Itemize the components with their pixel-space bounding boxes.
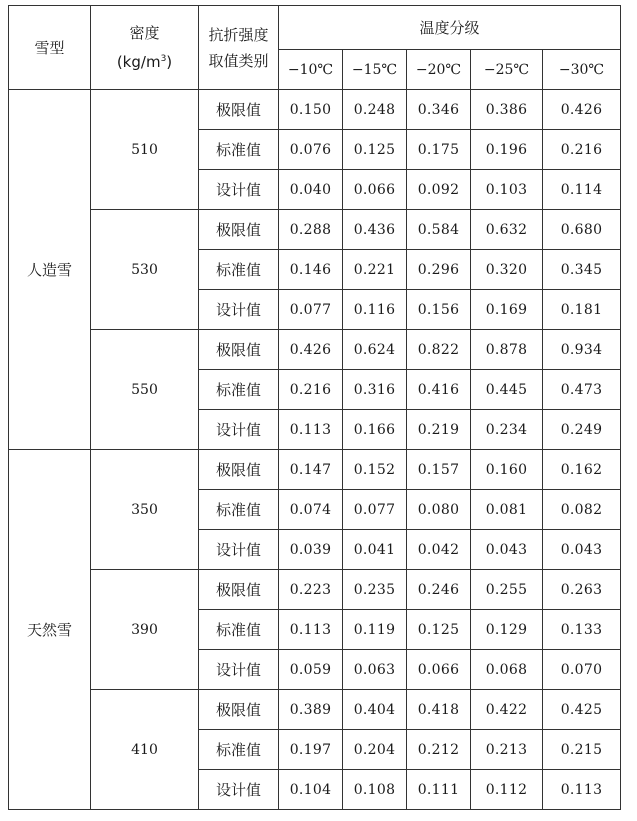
header-temp-group — [279, 6, 621, 50]
strength-value-cell: 0.223 — [279, 570, 343, 610]
strength-value-cell: 0.103 — [471, 170, 543, 210]
strength-value-cell: 0.112 — [471, 770, 543, 810]
header-strength-category — [199, 6, 279, 90]
strength-value-cell: 0.204 — [343, 730, 407, 770]
strength-value-cell: 0.175 — [407, 130, 471, 170]
strength-value-cell: 0.426 — [279, 330, 343, 370]
strength-value-cell: 0.092 — [407, 170, 471, 210]
strength-value-cell: 0.113 — [279, 410, 343, 450]
strength-category-cell: 极限值 — [199, 690, 279, 730]
strength-value-cell: 0.249 — [543, 410, 621, 450]
density-cell: 550 — [91, 330, 199, 450]
strength-value-cell: 0.235 — [343, 570, 407, 610]
strength-value-cell: 0.041 — [343, 530, 407, 570]
strength-category-cell: 极限值 — [199, 570, 279, 610]
strength-value-cell: 0.197 — [279, 730, 343, 770]
strength-value-cell: 0.125 — [343, 130, 407, 170]
strength-category-cell: 设计值 — [199, 650, 279, 690]
strength-value-cell: 0.426 — [543, 90, 621, 130]
strength-value-cell: 0.114 — [543, 170, 621, 210]
header-snow-type — [9, 6, 91, 90]
strength-value-cell: 0.169 — [471, 290, 543, 330]
density-cell: 530 — [91, 210, 199, 330]
header-strength-line2: 取值类别 — [208, 51, 269, 70]
strength-value-cell: 0.077 — [343, 490, 407, 530]
strength-value-cell: 0.255 — [471, 570, 543, 610]
strength-value-cell: 0.425 — [543, 690, 621, 730]
header-density-unit — [91, 46, 198, 75]
table-row — [9, 330, 621, 370]
strength-category-cell: 标准值 — [199, 370, 279, 410]
strength-value-cell: 0.288 — [279, 210, 343, 250]
strength-value-cell: 0.624 — [343, 330, 407, 370]
header-temp-group-label: 温度分级 — [419, 19, 480, 37]
header-snow-type-label: 雪型 — [34, 39, 65, 57]
strength-value-cell: 0.436 — [343, 210, 407, 250]
strength-value-cell: 0.181 — [543, 290, 621, 330]
strength-category-cell: 设计值 — [199, 170, 279, 210]
strength-value-cell: 0.077 — [279, 290, 343, 330]
strength-value-cell: 0.418 — [407, 690, 471, 730]
strength-value-cell: 0.215 — [543, 730, 621, 770]
strength-category-cell: 设计值 — [199, 290, 279, 330]
strength-value-cell: 0.248 — [343, 90, 407, 130]
strength-value-cell: 0.162 — [543, 450, 621, 490]
strength-category-cell: 极限值 — [199, 330, 279, 370]
strength-value-cell: 0.113 — [279, 610, 343, 650]
strength-category-cell: 设计值 — [199, 410, 279, 450]
strength-value-cell: 0.150 — [279, 90, 343, 130]
strength-value-cell: 0.213 — [471, 730, 543, 770]
strength-value-cell: 0.216 — [279, 370, 343, 410]
strength-value-cell: 0.822 — [407, 330, 471, 370]
density-cell: 410 — [91, 690, 199, 810]
table-body — [9, 90, 621, 810]
density-cell: 390 — [91, 570, 199, 690]
strength-value-cell: 0.039 — [279, 530, 343, 570]
strength-value-cell: 0.119 — [343, 610, 407, 650]
strength-value-cell: 0.043 — [543, 530, 621, 570]
strength-category-cell: 标准值 — [199, 730, 279, 770]
table-header — [9, 6, 621, 90]
strength-value-cell: 0.111 — [407, 770, 471, 810]
strength-value-cell: 0.129 — [471, 610, 543, 650]
strength-category-cell: 设计值 — [199, 770, 279, 810]
strength-value-cell: 0.680 — [543, 210, 621, 250]
strength-value-cell: 0.389 — [279, 690, 343, 730]
header-temp: −25℃ — [471, 50, 543, 90]
header-temp: −15℃ — [343, 50, 407, 90]
strength-value-cell: 0.108 — [343, 770, 407, 810]
strength-value-cell: 0.116 — [343, 290, 407, 330]
strength-value-cell: 0.345 — [543, 250, 621, 290]
strength-value-cell: 0.043 — [471, 530, 543, 570]
strength-value-cell: 0.080 — [407, 490, 471, 530]
header-temp: −30℃ — [543, 50, 621, 90]
table-row — [9, 450, 621, 490]
strength-value-cell: 0.040 — [279, 170, 343, 210]
strength-value-cell: 0.584 — [407, 210, 471, 250]
strength-value-cell: 0.934 — [543, 330, 621, 370]
strength-category-cell: 设计值 — [199, 530, 279, 570]
header-density-label: 密度 — [129, 24, 160, 42]
strength-value-cell: 0.104 — [279, 770, 343, 810]
snow-type-cell: 人造雪 — [9, 90, 91, 450]
strength-value-cell: 0.196 — [471, 130, 543, 170]
strength-value-cell: 0.125 — [407, 610, 471, 650]
strength-value-cell: 0.316 — [343, 370, 407, 410]
strength-value-cell: 0.216 — [543, 130, 621, 170]
strength-category-cell: 标准值 — [199, 490, 279, 530]
header-temp: −10℃ — [279, 50, 343, 90]
strength-value-cell: 0.219 — [407, 410, 471, 450]
table-row — [9, 210, 621, 250]
strength-value-cell: 0.068 — [471, 650, 543, 690]
strength-value-cell: 0.081 — [471, 490, 543, 530]
strength-value-cell: 0.146 — [279, 250, 343, 290]
strength-category-cell: 极限值 — [199, 450, 279, 490]
strength-value-cell: 0.632 — [471, 210, 543, 250]
strength-value-cell: 0.147 — [279, 450, 343, 490]
strength-value-cell: 0.156 — [407, 290, 471, 330]
strength-value-cell: 0.221 — [343, 250, 407, 290]
density-unit-close: ) — [166, 53, 173, 71]
strength-value-cell: 0.166 — [343, 410, 407, 450]
strength-category-cell: 标准值 — [199, 130, 279, 170]
header-temp: −20℃ — [407, 50, 471, 90]
table-row — [9, 90, 621, 130]
snow-type-cell: 天然雪 — [9, 450, 91, 810]
strength-value-cell: 0.066 — [343, 170, 407, 210]
density-unit-text: (kg/m — [116, 53, 161, 71]
density-cell: 510 — [91, 90, 199, 210]
strength-category-cell: 标准值 — [199, 250, 279, 290]
strength-value-cell: 0.416 — [407, 370, 471, 410]
strength-value-cell: 0.234 — [471, 410, 543, 450]
strength-value-cell: 0.059 — [279, 650, 343, 690]
strength-value-cell: 0.074 — [279, 490, 343, 530]
strength-value-cell: 0.066 — [407, 650, 471, 690]
header-density — [91, 6, 199, 90]
strength-category-cell: 标准值 — [199, 610, 279, 650]
table-row — [9, 570, 621, 610]
strength-value-cell: 0.445 — [471, 370, 543, 410]
header-strength-line1: 抗折强度 — [208, 25, 269, 44]
strength-value-cell: 0.296 — [407, 250, 471, 290]
strength-value-cell: 0.346 — [407, 90, 471, 130]
strength-value-cell: 0.076 — [279, 130, 343, 170]
strength-value-cell: 0.320 — [471, 250, 543, 290]
strength-value-cell: 0.246 — [407, 570, 471, 610]
density-unit-sup: 3 — [160, 54, 167, 64]
strength-value-cell: 0.160 — [471, 450, 543, 490]
strength-value-cell: 0.133 — [543, 610, 621, 650]
strength-value-cell: 0.157 — [407, 450, 471, 490]
strength-value-cell: 0.212 — [407, 730, 471, 770]
strength-value-cell: 0.404 — [343, 690, 407, 730]
strength-value-cell: 0.113 — [543, 770, 621, 810]
strength-value-cell: 0.070 — [543, 650, 621, 690]
strength-value-cell: 0.878 — [471, 330, 543, 370]
strength-value-cell: 0.422 — [471, 690, 543, 730]
snow-strength-table — [8, 5, 621, 810]
strength-value-cell: 0.082 — [543, 490, 621, 530]
strength-value-cell: 0.063 — [343, 650, 407, 690]
strength-value-cell: 0.263 — [543, 570, 621, 610]
strength-category-cell: 极限值 — [199, 210, 279, 250]
strength-value-cell: 0.152 — [343, 450, 407, 490]
density-cell: 350 — [91, 450, 199, 570]
strength-value-cell: 0.386 — [471, 90, 543, 130]
strength-value-cell: 0.473 — [543, 370, 621, 410]
strength-value-cell: 0.042 — [407, 530, 471, 570]
table-row — [9, 690, 621, 730]
strength-category-cell: 极限值 — [199, 90, 279, 130]
